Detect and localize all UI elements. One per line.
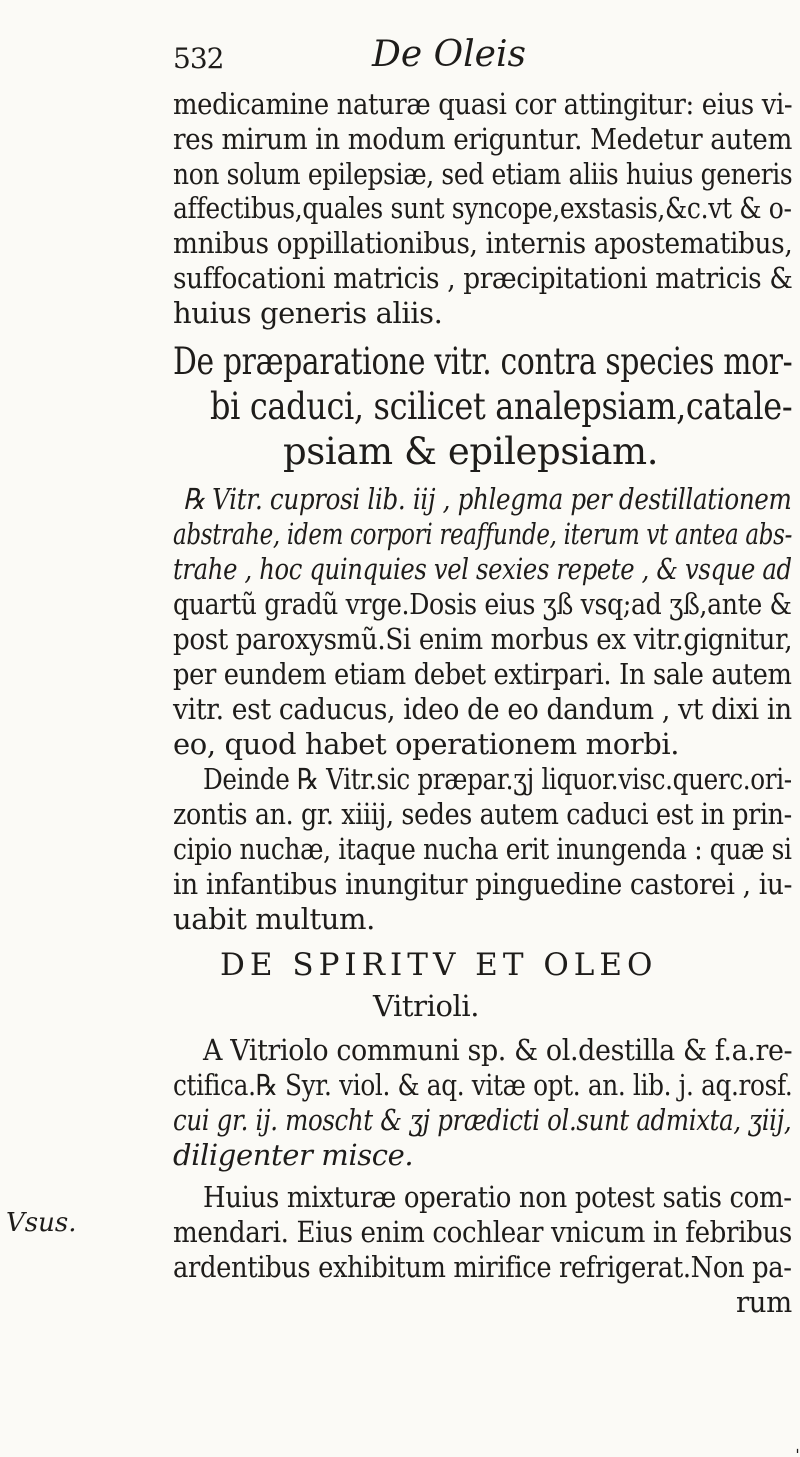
text-line: medicamine naturæ quasi cor attingitur: eius vi-	[173, 87, 793, 121]
running-title: De Oleis	[372, 34, 526, 75]
text-line: per eundem etiam debet extirpari. In sale autem	[173, 657, 792, 691]
text-line: non solum epilepsiæ, sed etiam aliis huius generis	[173, 157, 793, 191]
text-line: uabit multum.	[173, 902, 375, 936]
text-line: Huius mixturæ operatio non potest satis com-	[203, 1180, 792, 1214]
text-line: quartũ gradũ vrge.Dosis eius ʒß vsq;ad ʒß,ante &	[173, 587, 792, 621]
text-line: mnibus oppillationibus, internis apostematibus,	[173, 226, 793, 260]
text-line: affectibus,quales sunt syncope,exstasis,&c.vt & o-	[173, 191, 792, 225]
text-line: diligenter misce.	[173, 1138, 414, 1172]
text-line: ctifica.℞ Syr. viol. & aq. vitæ opt. an. lib. j. aq.rosf.	[173, 1068, 793, 1102]
text-line: vitr. est caducus, ideo de eo dandum , vt dixi in	[173, 692, 792, 726]
section-heading-line: Vitrioli.	[373, 989, 480, 1023]
text-line: abstrahe, idem corpori reaffunde, iterum vt antea abs-	[173, 517, 793, 551]
page-number: 532	[173, 42, 224, 75]
scan-mark: ˌ	[795, 1435, 800, 1456]
section-heading-line: DE SPIRITV ET OLEO	[220, 947, 658, 983]
text-line: cui gr. ij. moscht & ʒj prædicti ol.sunt admixta, ʒiij,	[173, 1103, 792, 1137]
text-line: Deinde ℞ Vitr.sic præpar.ʒj liquor.visc.querc.ori-	[203, 762, 792, 796]
margin-note: Vsus.	[6, 1208, 77, 1238]
text-line: cipio nuchæ, itaque nucha erit inungenda : quæ si	[173, 832, 792, 866]
text-line: ℞ Vitr. cuprosi lib. iij , phlegma per destillationem	[183, 482, 792, 516]
section-heading-line: bi caduci, scilicet analepsiam,catale-	[210, 385, 793, 428]
text-line: post paroxysmũ.Si enim morbus ex vitr.gignitur,	[173, 622, 793, 656]
text-line: in infantibus inungitur pinguedine castorei , iu-	[173, 867, 793, 901]
text-line: suffocationi matricis , præcipitationi matricis &	[173, 261, 793, 295]
text-line: A Vitriolo communi sp. & ol.destilla & f.a.re-	[203, 1033, 793, 1067]
text-line: eo, quod habet operationem morbi.	[173, 727, 680, 761]
text-line: ardentibus exhibitum mirifice refrigerat.Non pa-	[173, 1250, 792, 1284]
text-line: trahe , hoc quinquies vel sexies repete , & vsque ad	[173, 552, 792, 586]
text-line: mendari. Eius enim cochlear vnicum in febribus	[173, 1215, 792, 1249]
text-line: zontis an. gr. xiiij, sedes autem caduci est in prin-	[173, 797, 792, 831]
section-heading-line: psiam & epilepsiam.	[283, 430, 659, 473]
section-heading-line: De præparatione vitr. contra species mor-	[173, 340, 793, 383]
text-line: huius generis aliis.	[173, 296, 443, 330]
text-line: res mirum in modum eriguntur. Medetur autem	[173, 122, 793, 156]
page-header	[0, 30, 800, 80]
catchword: rum	[736, 1285, 792, 1319]
